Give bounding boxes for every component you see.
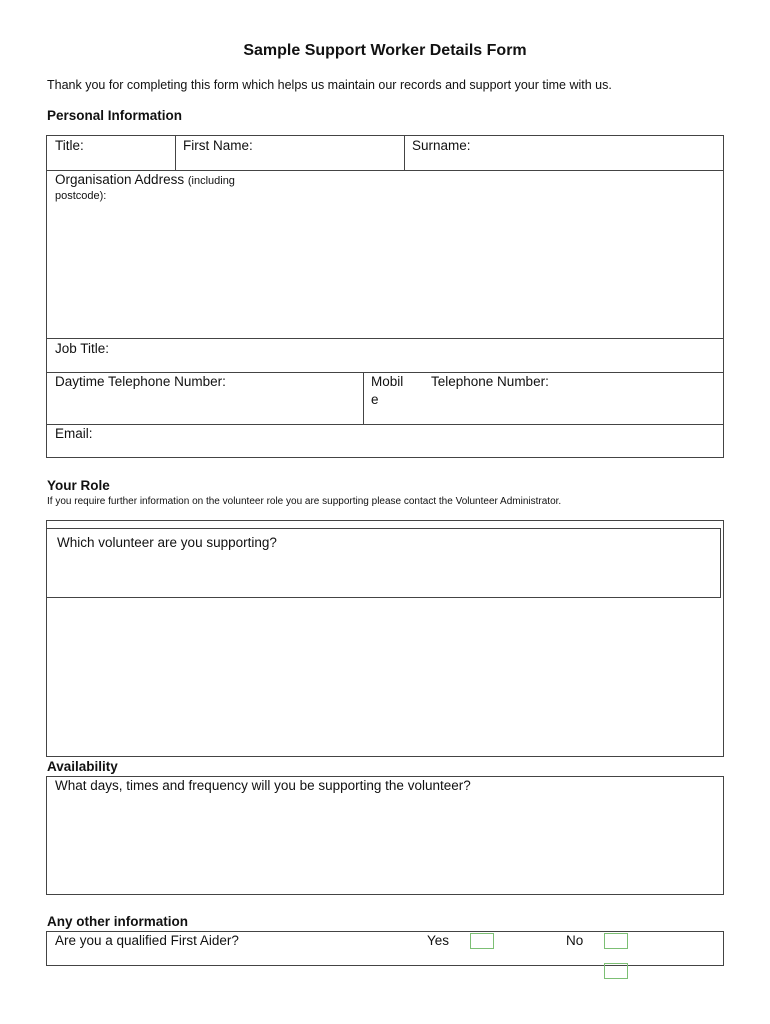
first-name-label: First Name: — [183, 138, 253, 153]
daytime-phone-label: Daytime Telephone Number: — [55, 374, 226, 389]
no-label: No — [566, 933, 584, 948]
availability-box — [46, 776, 724, 895]
divider — [404, 136, 405, 170]
divider — [363, 372, 364, 424]
role-note: If you require further information on the volunteer role you are supporting please contact the Volunteer Administrator. — [47, 496, 562, 507]
divider — [175, 136, 176, 170]
org-address-note-2: postcode): — [55, 190, 107, 202]
first-aider-question: Are you a qualified First Aider? — [55, 933, 239, 948]
availability-question: What days, times and frequency will you be supporting the volunteer? — [55, 778, 471, 793]
org-address-label — [55, 172, 235, 187]
no-checkbox[interactable] — [604, 933, 628, 949]
volunteer-question-box — [46, 528, 721, 598]
email-label: Email: — [55, 426, 93, 441]
divider — [47, 372, 723, 373]
mobile-label-1: Mobil — [371, 374, 404, 389]
availability-heading: Availability — [47, 759, 118, 774]
mobile-phone-label: Telephone Number: — [431, 374, 549, 389]
divider — [47, 338, 723, 339]
volunteer-question: Which volunteer are you supporting? — [57, 535, 277, 550]
job-title-label: Job Title: — [55, 341, 110, 356]
extra-checkbox[interactable] — [604, 963, 628, 979]
yes-label: Yes — [427, 933, 450, 948]
form-title: Sample Support Worker Details Form — [243, 42, 527, 59]
yes-checkbox[interactable] — [470, 933, 494, 949]
personal-info-table — [46, 135, 724, 458]
mobile-label-2: e — [371, 392, 379, 407]
other-info-heading: Any other information — [47, 914, 188, 929]
org-address-label-text: Organisation Address — [55, 172, 185, 187]
org-address-note: (including — [187, 175, 235, 187]
personal-info-heading: Personal Information — [47, 108, 183, 123]
divider — [47, 170, 723, 171]
title-label: Title: — [55, 138, 84, 153]
divider — [47, 424, 723, 425]
your-role-heading: Your Role — [47, 478, 110, 493]
intro-text: Thank you for completing this form which helps us maintain our records and support your time with us. — [47, 78, 612, 92]
surname-label: Surname: — [412, 138, 471, 153]
